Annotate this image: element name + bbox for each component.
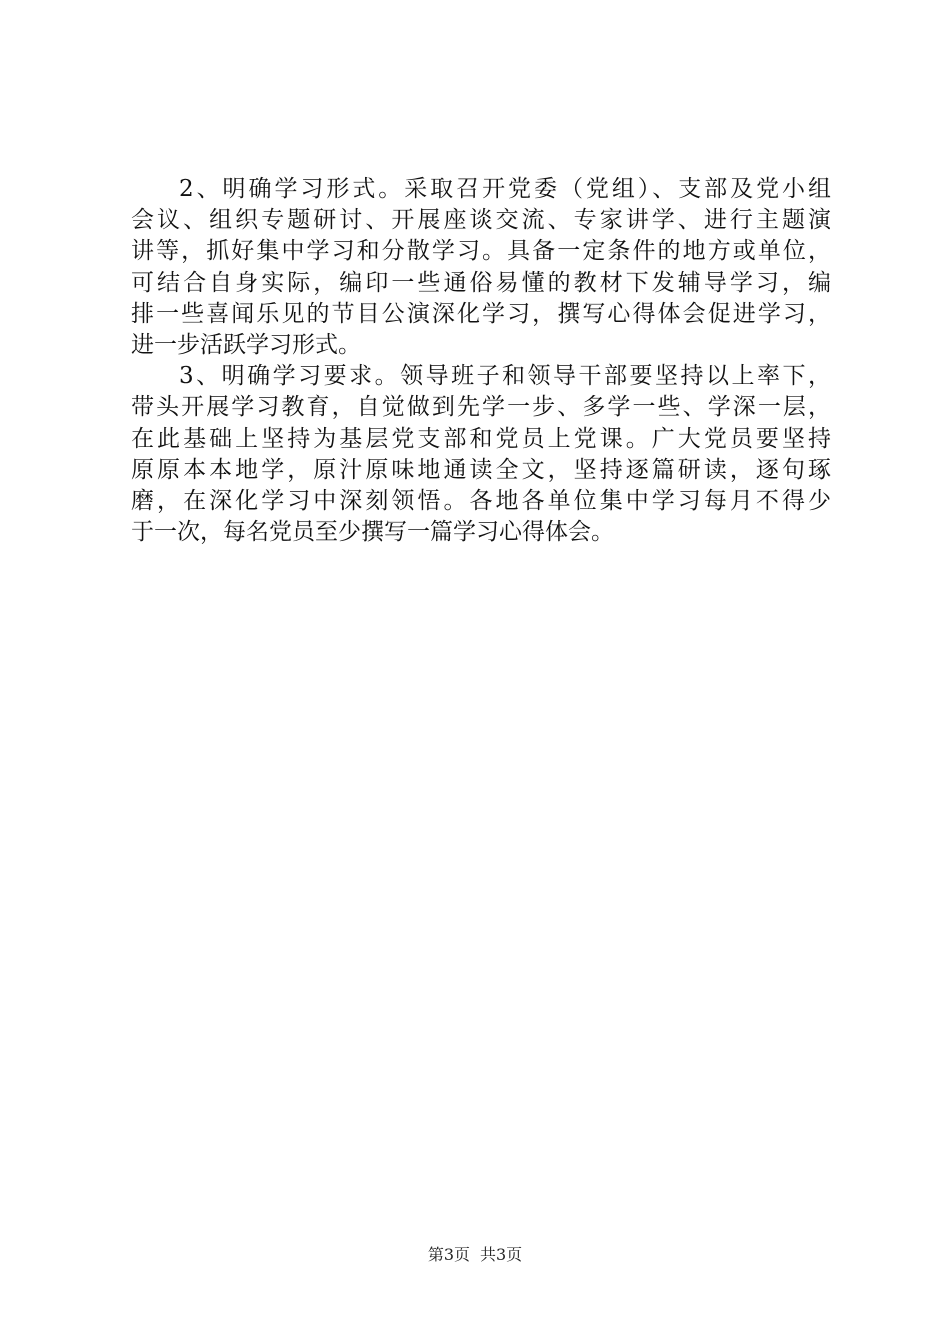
- paragraph-line: 原原本本地学，原汁原味地通读全文，坚持逐篇研读，逐句琢: [131, 456, 831, 483]
- paragraph-line: 讲等，抓好集中学习和分散学习。具备一定条件的地方或单位，: [131, 238, 831, 265]
- paragraph-line: 排一些喜闻乐见的节目公演深化学习，撰写心得体会促进学习，: [131, 300, 831, 327]
- paragraph-line: 2、明确学习形式。采取召开党委（党组）、支部及党小组: [179, 176, 831, 202]
- paragraph-line: 在此基础上坚持为基层党支部和党员上党课。广大党员要坚持: [131, 425, 831, 452]
- paragraph-line: 磨，在深化学习中深刻领悟。各地各单位集中学习每月不得少: [131, 487, 831, 514]
- page-number-total: 共3页: [480, 1245, 523, 1264]
- paragraph-line: 可结合自身实际，编印一些通俗易懂的教材下发辅导学习，编: [131, 269, 831, 296]
- paragraph-line: 3、明确学习要求。领导班子和领导干部要坚持以上率下，: [179, 363, 831, 390]
- paragraph-line: 进一步活跃学习形式。: [131, 331, 361, 358]
- paragraph-line: 带头开展学习教育，自觉做到先学一步、多学一些、学深一层，: [131, 394, 831, 421]
- page-number-current: 第3页: [427, 1245, 470, 1264]
- paragraph-line: 于一次，每名党员至少撰写一篇学习心得体会。: [131, 519, 614, 546]
- paragraph-learning-forms: [131, 174, 831, 361]
- paragraph-line: 会议、组织专题研讨、开展座谈交流、专家讲学、进行主题演: [131, 207, 831, 234]
- paragraph-learning-requirements: [131, 361, 831, 548]
- document-body: [131, 174, 831, 548]
- page-footer: [0, 1243, 950, 1267]
